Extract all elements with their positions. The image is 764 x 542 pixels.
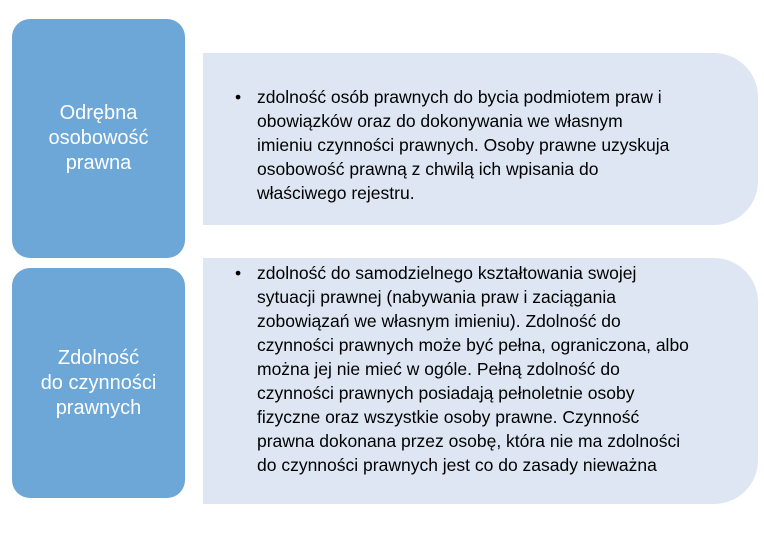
bullet-icon: • [235, 263, 242, 283]
description-text: zdolność osób prawnych do bycia podmiotem praw i obowiązków oraz do dokonywania we własnym imieniu czynności prawnych. Osoby prawne uzyskuja osobowość prawną z chwilą ich wpisania do właściwego rejestru. [257, 87, 670, 203]
bullet-icon: • [235, 87, 242, 107]
label-box-zdolnosc-do-czynnosci [12, 268, 185, 498]
label-text-zdolnosc-do-czynnosci [41, 346, 157, 421]
description-box-odrebna-osobowosc [203, 53, 758, 225]
description-item [235, 85, 675, 205]
label-line: do czynności [40, 371, 157, 394]
label-text-odrebna-osobowosc [48, 101, 148, 176]
description-box-zdolnosc-do-czynnosci [203, 258, 758, 504]
label-line: Odrębna [59, 102, 138, 124]
description-text: zdolność do samodzielnego kształtowania swojej sytuacji prawnej (nabywania praw i zaciągania zobowiązań we własnym imieniu). Zdolność do czynności prawnych może być pełna, ograniczona, albo można jej nie mieć w ogóle. Pełną zdolność do czynności prawnych posiadają pełnoletnie osoby fizyczne oraz wszystkie osoby prawne. Czynność prawna dokonana przez osobę, która nie ma zdolności do czynności prawnych jest co do zasady nieważna [257, 263, 689, 475]
description-list [235, 85, 675, 205]
label-line: prawnych [55, 396, 142, 419]
description-list [235, 261, 690, 477]
label-line: prawna [65, 152, 132, 174]
label-line: Zdolność [57, 346, 140, 369]
label-line: osobowość [48, 127, 149, 149]
description-item [235, 261, 690, 477]
label-box-odrebna-osobowosc [12, 19, 185, 258]
